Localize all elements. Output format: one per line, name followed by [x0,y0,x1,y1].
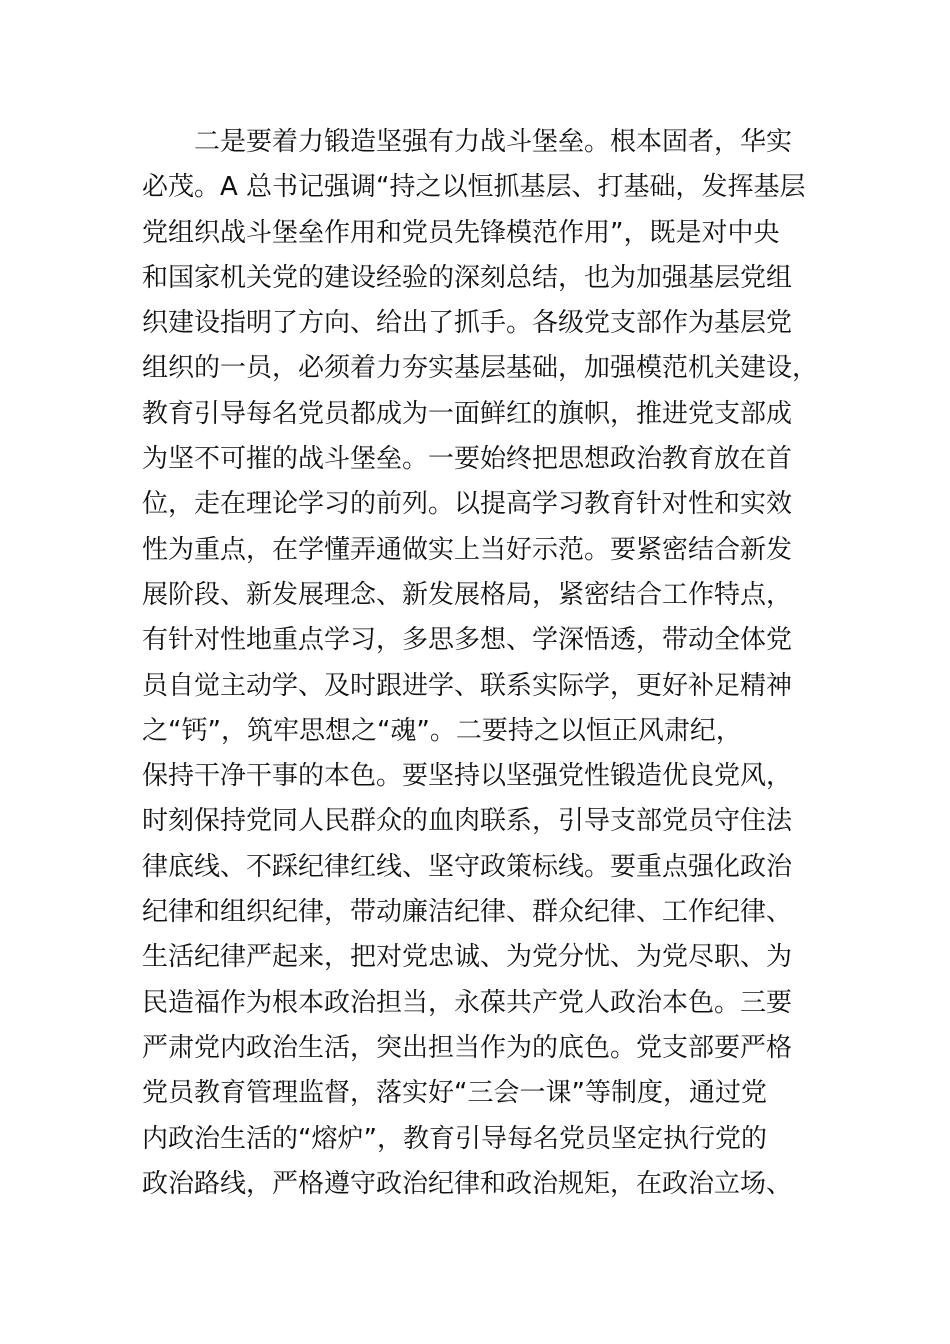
text-line-11: 展阶段、新发展理念、新发展格局，紧密结合工作特点， [142,579,793,610]
text-line-2: 必茂。A 总书记强调“持之以恒抓基层、打基础，发挥基层 [142,172,806,203]
text-line-14: 之“钙”，筑牢思想之“魂”。二要持之以恒正风肃纪， [142,715,742,746]
text-line-18: 纪律和组织纪律，带动廉洁纪律、群众纪律、工作纪律、 [142,897,793,928]
text-line-16: 时刻保持党同人民群众的血肉联系，引导支部党员守住法 [142,806,793,837]
text-line-1: 二是要着力锻造坚强有力战斗堡垒。根本固者，华实 [194,127,793,157]
text-line-15: 保持干净干事的本色。要坚持以坚强党性锻造优良党风， [142,761,793,792]
text-line-3: 党组织战斗堡垒作用和党员先锋模范作用”，既是对中央 [142,217,780,248]
text-line-17: 律底线、不踩纪律红线、坚守政策标线。要重点强化政治 [142,851,793,882]
text-line-23: 内政治生活的“熔炉”，教育引导每名党员坚定执行党的 [142,1123,767,1154]
text-line-22: 党员教育管理监督，落实好“三会一课”等制度，通过党 [142,1078,767,1109]
text-line-10: 性为重点，在学懂弄通做实上当好示范。要紧密结合新发 [142,534,793,565]
text-line-5: 织建设指明了方向、给出了抓手。各级党支部作为基层党 [142,308,793,339]
text-line-13: 员自觉主动学、及时跟进学、联系实际学，更好补足精神 [142,670,793,701]
text-line-21: 严肃党内政治生活，突出担当作为的底色。党支部要严格 [142,1032,793,1063]
text-line-19: 生活纪律严起来，把对党忠诚、为党分忧、为党尽职、为 [142,942,793,973]
text-line-12: 有针对性地重点学习，多思多想、学深悟透，带动全体党 [142,625,793,656]
text-line-9: 位，走在理论学习的前列。以提高学习教育针对性和实效 [142,489,793,520]
text-line-24: 政治路线，严格遵守政治纪律和政治规矩，在政治立场、 [142,1168,793,1199]
text-line-20: 民造福作为根本政治担当，永葆共产党人政治本色。三要 [142,987,793,1018]
text-line-6: 组织的一员，必须着力夯实基层基础，加强模范机关建设， [142,353,819,384]
body-paragraph [142,120,842,1207]
text-line-7: 教育引导每名党员都成为一面鲜红的旗帜，推进党支部成 [142,398,793,429]
text-line-4: 和国家机关党的建设经验的深刻总结，也为加强基层党组 [142,262,793,293]
text-line-8: 为坚不可摧的战斗堡垒。一要始终把思想政治教育放在首 [142,444,793,475]
